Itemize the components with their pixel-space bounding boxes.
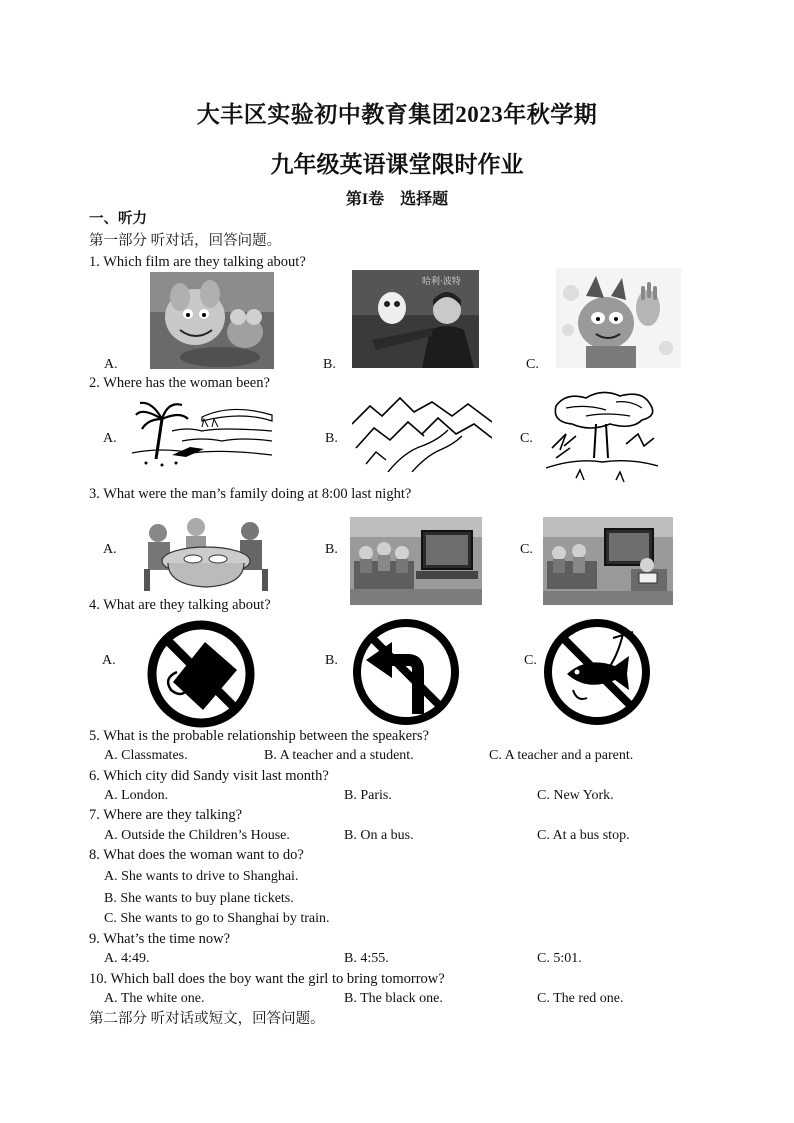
q1-label-b: B. (323, 357, 336, 372)
q2-label-c: C. (520, 431, 533, 446)
q3-label-c: C. (520, 542, 533, 557)
question-7: 7. Where are they talking? (89, 807, 243, 823)
q1-image-cartoon-cat-mouse (150, 272, 274, 369)
q8-option-c: C. She wants to go to Shanghai by train. (104, 911, 330, 926)
question-9: 9. What’s the time now? (89, 931, 231, 947)
q5-option-a: A. Classmates. (104, 748, 188, 763)
svg-text:哈利·波特: 哈利·波特 (422, 277, 461, 287)
q7-option-b: B. On a bus. (344, 828, 414, 843)
question-3: 3. What were the man’s family doing at 8:00 last night? (89, 486, 412, 502)
q7-option-c: C. At a bus stop. (537, 828, 630, 843)
q10-option-a: A. The white one. (104, 991, 205, 1006)
question-1: 1. Which film are they talking about? (89, 254, 306, 270)
exam-title: 大丰区实验初中教育集团2023年秋学期 (196, 102, 598, 127)
q1-label-a: A. (104, 357, 118, 372)
q6-option-b: B. Paris. (344, 788, 392, 803)
q2-image-beach (132, 397, 274, 469)
q7-option-a: A. Outside the Children’s House. (104, 828, 290, 843)
q3-image-family-tv (350, 517, 482, 605)
exam-subtitle: 九年级英语课堂限时作业 (270, 152, 524, 177)
q6-option-a: A. London. (104, 788, 169, 803)
q9-option-a: A. 4:49. (104, 951, 150, 966)
q6-option-c: C. New York. (537, 788, 614, 803)
q1-label-c: C. (526, 357, 539, 372)
q2-image-forest (546, 388, 658, 486)
q8-option-a: A. She wants to drive to Shanghai. (104, 869, 299, 884)
q4-label-c: C. (524, 653, 537, 668)
part2-instruction: 第二部分 听对话或短文，回答问题。 (89, 1011, 325, 1027)
question-5: 5. What is the probable relationship between the speakers? (89, 728, 429, 744)
q4-label-a: A. (102, 653, 116, 668)
q4-image-no-smoking (147, 620, 255, 728)
q2-label-a: A. (103, 431, 117, 446)
q8-option-b: B. She wants to buy plane tickets. (104, 891, 294, 906)
q3-label-b: B. (325, 542, 338, 557)
q4-image-no-left-turn (352, 618, 460, 726)
q2-label-b: B. (325, 431, 338, 446)
q3-image-family-dinner (138, 513, 274, 591)
question-8: 8. What does the woman want to do? (89, 847, 304, 863)
q5-option-b: B. A teacher and a student. (264, 748, 414, 763)
q2-image-mountains (352, 394, 492, 472)
question-2: 2. Where has the woman been? (89, 375, 270, 391)
part-heading-listening: 一、听力 (89, 211, 147, 227)
q9-option-b: B. 4:55. (344, 951, 389, 966)
q3-label-a: A. (103, 542, 117, 557)
section-title: 第I卷 选择题 (345, 191, 449, 208)
q1-image-boy-with-owl (352, 270, 479, 368)
q5-option-c: C. A teacher and a parent. (489, 748, 634, 763)
q4-label-b: B. (325, 653, 338, 668)
q9-option-c: C. 5:01. (537, 951, 582, 966)
q10-option-b: B. The black one. (344, 991, 443, 1006)
q10-option-c: C. The red one. (537, 991, 624, 1006)
q3-image-family-tv-reading (543, 517, 673, 605)
question-6: 6. Which city did Sandy visit last month? (89, 768, 329, 784)
question-4: 4. What are they talking about? (89, 597, 271, 613)
part1-instruction: 第一部分 听对话，回答问题。 (89, 233, 282, 249)
question-10: 10. Which ball does the boy want the girl to bring tomorrow? (89, 971, 445, 987)
q1-image-cartoon-cat-waving (556, 268, 681, 368)
q4-image-no-fishing (543, 618, 651, 726)
